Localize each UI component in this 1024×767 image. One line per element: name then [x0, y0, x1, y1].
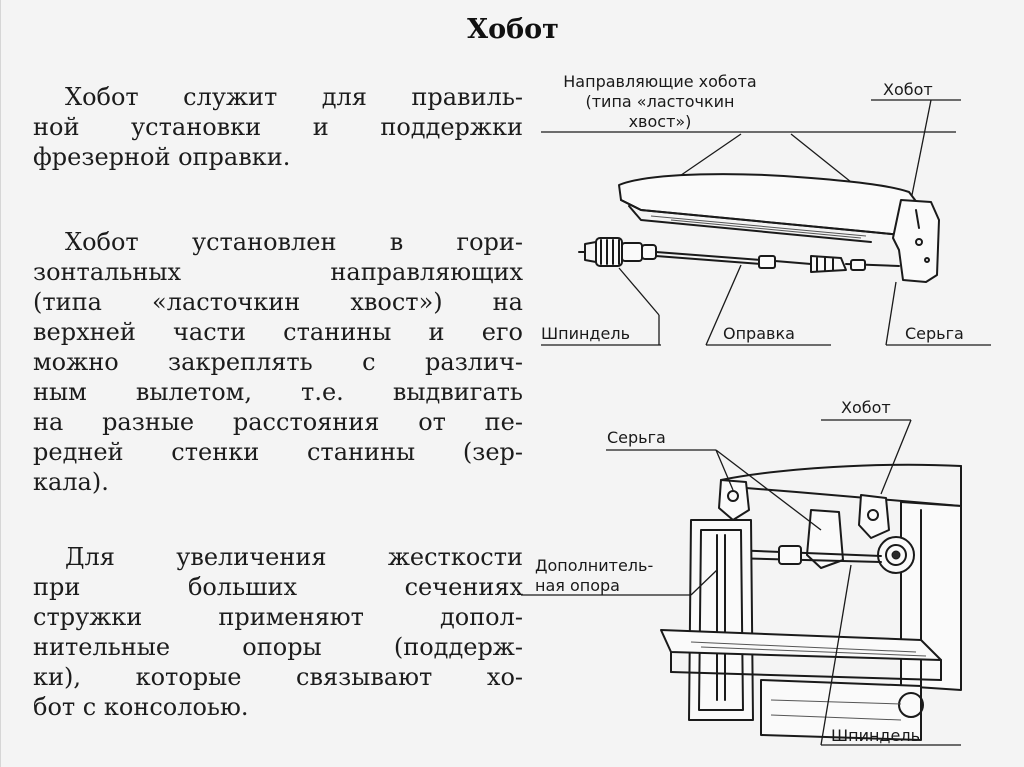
label-spindle-2: Шпиндель: [831, 726, 920, 745]
label-guides: [541, 72, 779, 132]
paragraph-arm-purpose: [33, 82, 523, 172]
label-guides-line1: Направляющие хобота: [563, 72, 757, 91]
label-spindle: Шпиндель: [541, 324, 630, 343]
label-guides-line2: (типа «ласточкин: [585, 92, 735, 111]
label-support-line2: ная опора: [535, 576, 620, 595]
arbor-cutter: [779, 546, 801, 564]
text-line: Хобот служит для правиль-: [65, 83, 523, 111]
figure-arm-arbor: [521, 60, 1021, 360]
text-line: ки), которые связывают хо-: [33, 663, 523, 691]
arbor-collar: [759, 256, 775, 268]
leader-line: [911, 100, 931, 200]
paragraph-arm-mounting: [33, 227, 523, 497]
label-earring: Серьга: [905, 324, 964, 343]
text-line: верхней части станины и его: [33, 318, 523, 346]
text-line: (типа «ласточкин хвост») на: [33, 288, 523, 316]
text-line: зонтальных направляющих: [33, 258, 523, 286]
earring-right: [859, 495, 889, 538]
text-line: Хобот установлен в гори-: [65, 228, 523, 256]
text-line: фрезерной оправки.: [33, 143, 291, 171]
paragraph-extra-supports: [33, 542, 523, 722]
text-line: при больших сечениях: [33, 573, 523, 601]
text-line: нительные опоры (поддерж-: [33, 633, 523, 661]
arbor-shaft: [731, 550, 881, 556]
figure-extra-support: [521, 390, 1021, 762]
label-additional-support: [535, 556, 653, 596]
text-line: Для увеличения жесткости: [65, 543, 523, 571]
leader-line: [881, 420, 911, 494]
text-line: бот с консолоью.: [33, 693, 249, 721]
leader-line: [886, 282, 896, 345]
arbor-shaft: [656, 252, 761, 260]
slide-title: Хобот: [467, 14, 559, 45]
arm-top-line: [721, 465, 961, 480]
spindle-assembly: [579, 238, 656, 266]
label-guides-line3: хвост»): [628, 112, 692, 131]
text-line: на разные расстояния от пе-: [33, 408, 523, 436]
text-line: ной установки и поддержки: [33, 113, 523, 141]
machine-column: [901, 502, 961, 690]
text-line: стружки применяют допол-: [33, 603, 523, 631]
text-line: кала).: [33, 468, 109, 496]
text-line: редней стенки станины (зер-: [33, 438, 523, 466]
label-arm-2: Хобот: [841, 398, 891, 417]
label-support-line1: Дополнитель-: [535, 556, 654, 575]
label-earring-2: Серьга: [607, 428, 666, 447]
text-line: ным вылетом, т.е. выдвигать: [33, 378, 523, 406]
label-arm: Хобот: [883, 80, 933, 99]
leader-line: [619, 268, 659, 315]
text-line: можно закреплять с различ-: [33, 348, 523, 376]
label-arbor: Оправка: [723, 324, 795, 343]
arm-body-shape: [619, 174, 921, 235]
